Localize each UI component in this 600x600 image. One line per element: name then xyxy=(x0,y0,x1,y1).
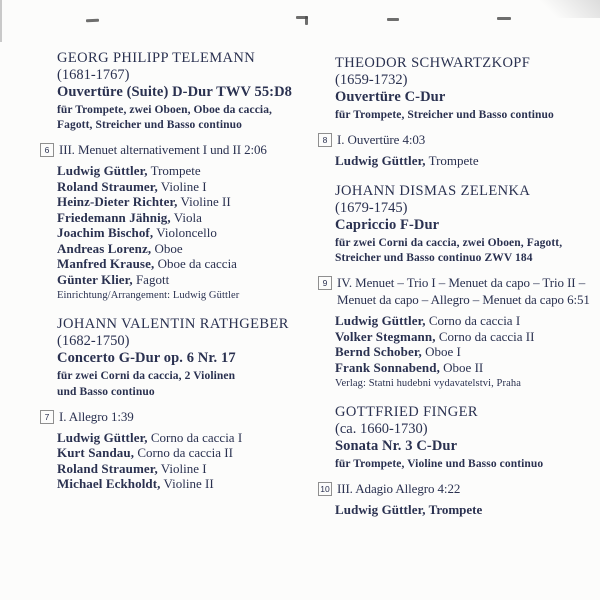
performer-line xyxy=(57,241,328,257)
performer-name: Ludwig Güttler, xyxy=(57,429,148,445)
track-row xyxy=(40,408,328,425)
composer-dates: (1659-1732) xyxy=(335,72,408,88)
performer-name: Ludwig Güttler, xyxy=(57,163,148,179)
work-title: Sonata Nr. 3 C-Dur xyxy=(335,438,458,455)
performer-line xyxy=(57,272,328,288)
work-scoring xyxy=(40,103,328,133)
scoring-line: für Trompete, Violine und Basso continuo xyxy=(335,458,544,471)
performer-name: Kurt Sandau, xyxy=(57,445,135,461)
work-section xyxy=(40,316,328,491)
work-title: Concerto G-Dur op. 6 Nr. 17 xyxy=(57,350,236,367)
track-number-box: 7 xyxy=(40,410,54,424)
performer-instrument: Corno da caccia I xyxy=(147,429,243,445)
performer-name: Volker Stegmann, xyxy=(335,328,436,344)
performer-line xyxy=(335,329,600,345)
performer-instrument: Trompete xyxy=(425,502,483,518)
performer-instrument: Violoncello xyxy=(153,225,217,241)
performer-name: Andreas Lorenz, xyxy=(57,240,152,256)
performer-instrument: Corno da caccia I xyxy=(425,313,521,329)
performer-name: Manfred Krause, xyxy=(57,256,155,272)
column-right xyxy=(318,55,600,532)
scan-corner-shade xyxy=(530,0,600,18)
performer-instrument: Viola xyxy=(170,209,202,225)
work-section xyxy=(318,404,600,518)
composer-dates: (1679-1745) xyxy=(335,199,408,216)
work-scoring xyxy=(318,457,600,472)
track-number-box: 9 xyxy=(318,276,332,290)
work-section xyxy=(318,55,600,169)
performer-line xyxy=(335,344,600,360)
performer-line xyxy=(57,163,328,179)
track-title xyxy=(337,274,590,308)
performer-name: Ludwig Güttler, xyxy=(335,502,426,518)
performer-list xyxy=(40,430,328,492)
performer-name: Roland Straumer, xyxy=(57,178,158,194)
scoring-line: für zwei Corni da caccia, zwei Oboen, Fagott, xyxy=(335,236,563,249)
performer-name: Friedemann Jähnig, xyxy=(57,209,171,225)
track-title xyxy=(337,480,460,497)
track-title xyxy=(59,141,267,158)
work-scoring xyxy=(318,108,600,123)
track-number-box: 10 xyxy=(318,482,332,496)
performer-line xyxy=(57,225,328,241)
scoring-line: für Trompete, Streicher und Basso continuo xyxy=(335,109,554,121)
composer-name: JOHANN DISMAS ZELENKA xyxy=(335,182,531,199)
composer-name: GEORG PHILIPP TELEMANN xyxy=(57,50,256,66)
performer-instrument: Oboe II xyxy=(439,359,484,375)
performer-list xyxy=(318,502,600,518)
work-title: Capriccio F-Dur xyxy=(335,216,440,233)
scoring-line: Streicher und Basso continuo ZWV 184 xyxy=(335,251,533,264)
performer-name: Frank Sonnabend, xyxy=(335,359,440,375)
track-title-line: IV. Menuet – Trio I – Menuet da capo – Trio II – xyxy=(337,275,586,291)
scoring-line: für zwei Corni da caccia, 2 Violinen xyxy=(57,370,236,383)
work-scoring xyxy=(40,369,328,399)
track-title-line: Menuet da capo – Allegro – Menuet da capo 6:51 xyxy=(337,292,590,308)
performer-instrument: Trompete xyxy=(147,163,201,179)
scan-artifact-mark xyxy=(497,17,511,20)
performer-instrument: Oboe da caccia xyxy=(154,256,237,272)
track-row xyxy=(318,480,600,497)
scan-artifact-mark xyxy=(387,18,399,21)
performer-line xyxy=(57,476,328,492)
performer-name: Joachim Bischof, xyxy=(57,225,154,241)
work-scoring xyxy=(318,236,600,266)
performer-line xyxy=(57,445,328,461)
track-number-box: 6 xyxy=(40,143,54,157)
performer-name: Ludwig Güttler, xyxy=(335,313,426,329)
performer-list xyxy=(40,163,328,287)
scan-edge-line xyxy=(0,0,2,42)
composer-dates: (ca. 1660-1730) xyxy=(335,421,428,438)
note-line: Einrichtung/Arrangement: Ludwig Güttler xyxy=(57,290,240,302)
performer-line xyxy=(57,179,328,195)
track-title-line: III. Menuet alternativement I und II 2:06 xyxy=(59,142,267,158)
performer-name: Roland Straumer, xyxy=(57,460,158,476)
track-row xyxy=(40,141,328,158)
performer-instrument: Trompete xyxy=(425,153,479,169)
performer-instrument: Violine II xyxy=(177,194,231,210)
performer-line xyxy=(57,194,328,210)
track-number-box: 8 xyxy=(318,133,332,147)
performer-line xyxy=(57,210,328,226)
performer-line xyxy=(335,502,600,518)
work-section xyxy=(318,183,600,390)
track-title-line: III. Adagio Allegro 4:22 xyxy=(337,481,461,497)
performer-list xyxy=(318,153,600,169)
work-title: Ouvertüre (Suite) D-Dur TWV 55:D8 xyxy=(57,84,293,100)
track-title-line: I. Ouvertüre 4:03 xyxy=(337,132,426,148)
performer-instrument: Fagott xyxy=(132,271,170,287)
performer-line xyxy=(57,430,328,446)
track-row xyxy=(318,274,600,308)
scoring-line: und Basso continuo xyxy=(57,385,155,398)
scan-artifact-mark xyxy=(86,19,99,22)
performer-instrument: Violine I xyxy=(157,178,207,194)
performer-instrument: Oboe xyxy=(151,240,183,256)
performer-list xyxy=(318,313,600,375)
performer-name: Heinz-Dieter Richter, xyxy=(57,194,178,210)
performer-name: Michael Eckholdt, xyxy=(57,476,161,492)
composer-name: THEODOR SCHWARTZKOPF xyxy=(335,55,531,71)
track-title xyxy=(337,131,425,148)
composer-name: JOHANN VALENTIN RATHGEBER xyxy=(57,316,289,333)
work-section xyxy=(40,50,328,302)
track-title-line: I. Allegro 1:39 xyxy=(59,408,134,424)
composer-name: GOTTFRIED FINGER xyxy=(335,404,478,421)
performer-name: Günter Klier, xyxy=(57,271,133,287)
scoring-line: für Trompete, zwei Oboen, Oboe da caccia, xyxy=(57,104,273,116)
scoring-line: Fagott, Streicher und Basso continuo xyxy=(57,119,242,132)
performer-instrument: Corno da caccia II xyxy=(134,445,233,461)
performer-line xyxy=(57,256,328,272)
track-title xyxy=(59,408,134,425)
composer-dates: (1682-1750) xyxy=(57,333,130,350)
performer-instrument: Oboe I xyxy=(421,344,461,360)
track-row xyxy=(318,131,600,148)
performer-instrument: Violine I xyxy=(157,460,207,476)
composer-dates: (1681-1767) xyxy=(57,67,130,83)
column-left xyxy=(40,50,328,506)
performer-line xyxy=(57,461,328,477)
performer-name: Ludwig Güttler, xyxy=(335,153,426,169)
performer-name: Bernd Schober, xyxy=(335,344,422,360)
performer-instrument: Corno da caccia II xyxy=(435,328,535,344)
performer-line xyxy=(335,313,600,329)
performer-instrument: Violine II xyxy=(160,476,214,492)
performer-line xyxy=(335,153,600,169)
note-line: Verlag: Statni hudebni vydavatelstvi, Praha xyxy=(335,378,521,390)
scan-artifact-mark xyxy=(305,16,308,25)
work-title: Ouvertüre C-Dur xyxy=(335,89,446,105)
performer-line xyxy=(335,360,600,376)
